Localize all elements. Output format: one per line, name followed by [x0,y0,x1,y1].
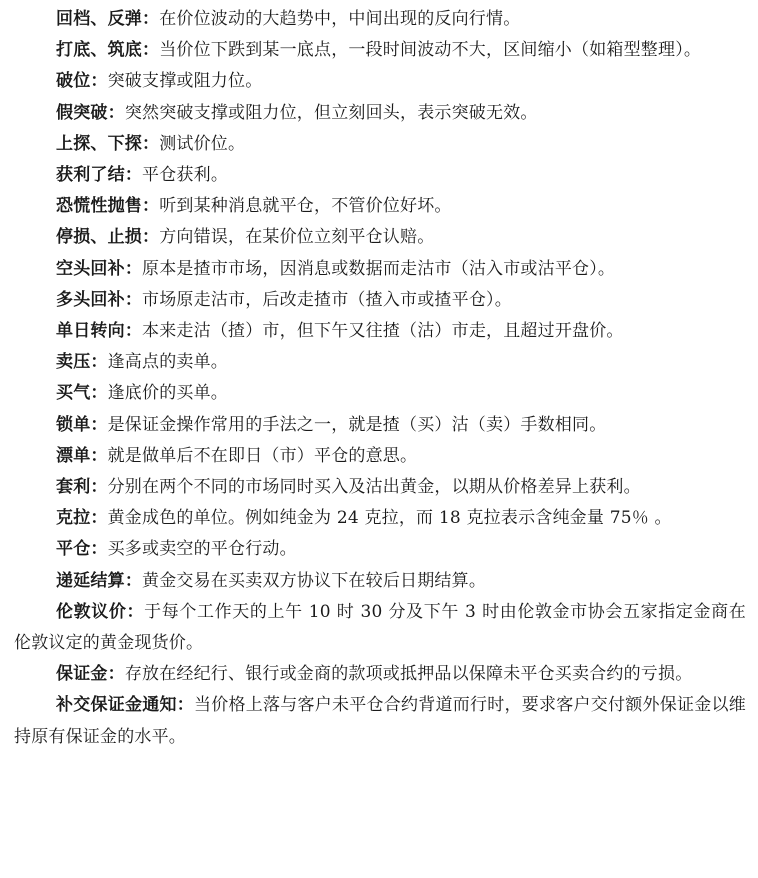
glossary-term: 伦敦议价 [56,601,127,622]
glossary-entry [14,566,746,597]
glossary-entry [14,98,746,129]
glossary-definition: 买多或卖空的平仓行动。 [107,539,297,560]
glossary-entry [14,378,746,409]
glossary-term: 多头回补 [56,289,125,310]
glossary-term: 锁单 [56,414,91,435]
glossary-definition: 是保证金操作常用的手法之一，就是揸（买）沽（卖）手数相同。 [107,414,607,435]
glossary-definition: 突然突破支撑或阻力位，但立刻回头，表示突破无效。 [124,102,538,123]
glossary-term: 平仓 [56,539,91,560]
term-separator: ： [90,477,108,498]
glossary-term: 漂单 [56,445,91,466]
glossary-entry [14,4,746,35]
glossary-term: 获利了结 [56,165,125,186]
glossary-entry [14,222,746,253]
glossary-term: 上探、下探 [56,133,142,154]
glossary-definition: 当价位下跌到某一底点，一段时间波动不大，区间缩小（如箱型整理）。 [159,40,702,61]
glossary-term: 补交保证金通知 [56,695,177,716]
glossary-entry [14,160,746,191]
glossary-entry [14,316,746,347]
glossary-term: 套利 [56,477,91,498]
glossary-entry [14,347,746,378]
glossary-entry [14,35,746,66]
term-separator: ： [90,352,108,373]
glossary-definition: 原本是揸市市场，因消息或数据而走沽市（沽入市或沽平仓）。 [142,258,616,279]
glossary-definition: 黄金成色的单位。例如纯金为 24 克拉，而 18 克拉表示含纯金量 75％ 。 [107,508,672,529]
glossary-term: 克拉 [56,508,91,529]
glossary-entry [14,129,746,160]
glossary-definition: 测试价位。 [159,133,246,154]
term-separator: ： [176,695,195,716]
glossary-term: 回档、反弹 [56,9,142,29]
term-separator: ： [90,71,108,92]
glossary-term: 假突破 [56,102,108,123]
glossary-definition: 逢底价的买单。 [107,383,229,404]
term-separator: ： [142,227,160,248]
glossary-definition: 在价位波动的大趋势中，中间出现的反向行情。 [159,9,521,29]
glossary-entry [14,503,746,534]
glossary-term: 破位 [56,71,91,92]
glossary-term: 卖压 [56,352,91,373]
glossary-term: 单日转向 [56,321,125,342]
glossary-definition: 本来走沽（揸）市，但下午又往揸（沽）市走，且超过开盘价。 [142,321,624,342]
glossary-definition: 分别在两个不同的市场同时买入及沽出黄金，以期从价格差异上获利。 [107,477,641,498]
term-separator: ： [90,414,108,435]
glossary-definition: 突破支撑或阻力位。 [107,71,263,92]
glossary-definition: 方向错误，在某价位立刻平仓认赔。 [159,227,435,248]
glossary-page [14,4,746,753]
glossary-definition: 于每个工作天的上午 10 时 30 分及下午 3 时由伦敦金市协会五家指定金商在伦敦议定的黄金现货价。 [14,601,746,654]
glossary-term: 买气 [56,383,91,404]
term-separator: ： [142,133,160,154]
glossary-entry [14,285,746,316]
term-separator: ： [90,508,108,529]
glossary-term: 打底、筑底 [56,40,142,61]
glossary-entry [14,472,746,503]
glossary-definition: 当价格上落与客户未平仓合约背道而行时，要求客户交付额外保证金以维持原有保证金的水平。 [14,695,747,747]
glossary-term: 空头回补 [56,258,125,279]
glossary-entry [14,441,746,472]
glossary-term: 恐慌性抛售 [56,196,142,217]
glossary-entry [14,191,746,222]
glossary-entry [14,254,746,285]
term-separator: ： [90,445,108,466]
term-separator: ： [124,258,143,279]
term-separator: ： [90,383,108,404]
glossary-definition: 存放在经纪行、银行或金商的款项或抵押品以保障未平仓买卖合约的亏损。 [124,664,693,685]
glossary-term: 保证金 [56,664,108,685]
glossary-definition: 就是做单后不在即日（市）平仓的意思。 [107,445,418,466]
glossary-entry [14,534,746,565]
glossary-entry [14,410,746,441]
term-separator: ： [124,165,143,186]
glossary-definition: 逢高点的卖单。 [107,352,229,373]
term-separator: ： [90,539,108,560]
glossary-definition: 听到某种消息就平仓，不管价位好坏。 [159,196,452,217]
glossary-definition: 市场原走沽市，后改走揸市（揸入市或揸平仓）。 [142,289,512,310]
term-separator: ： [124,570,143,591]
glossary-entry [14,690,746,752]
glossary-definition: 黄金交易在买卖双方协议下在较后日期结算。 [142,570,487,591]
glossary-entry [14,659,746,690]
term-separator: ： [142,40,160,61]
term-separator: ： [126,601,145,622]
glossary-entry [14,597,746,659]
glossary-term: 递延结算 [56,570,125,591]
term-separator: ： [107,102,125,123]
term-separator: ： [142,9,160,29]
term-separator: ： [124,321,143,342]
glossary-term: 停损、止损 [56,227,142,248]
term-separator: ： [124,289,143,310]
glossary-entry [14,66,746,97]
glossary-definition: 平仓获利。 [142,165,229,186]
term-separator: ： [142,196,160,217]
term-separator: ： [107,664,125,685]
